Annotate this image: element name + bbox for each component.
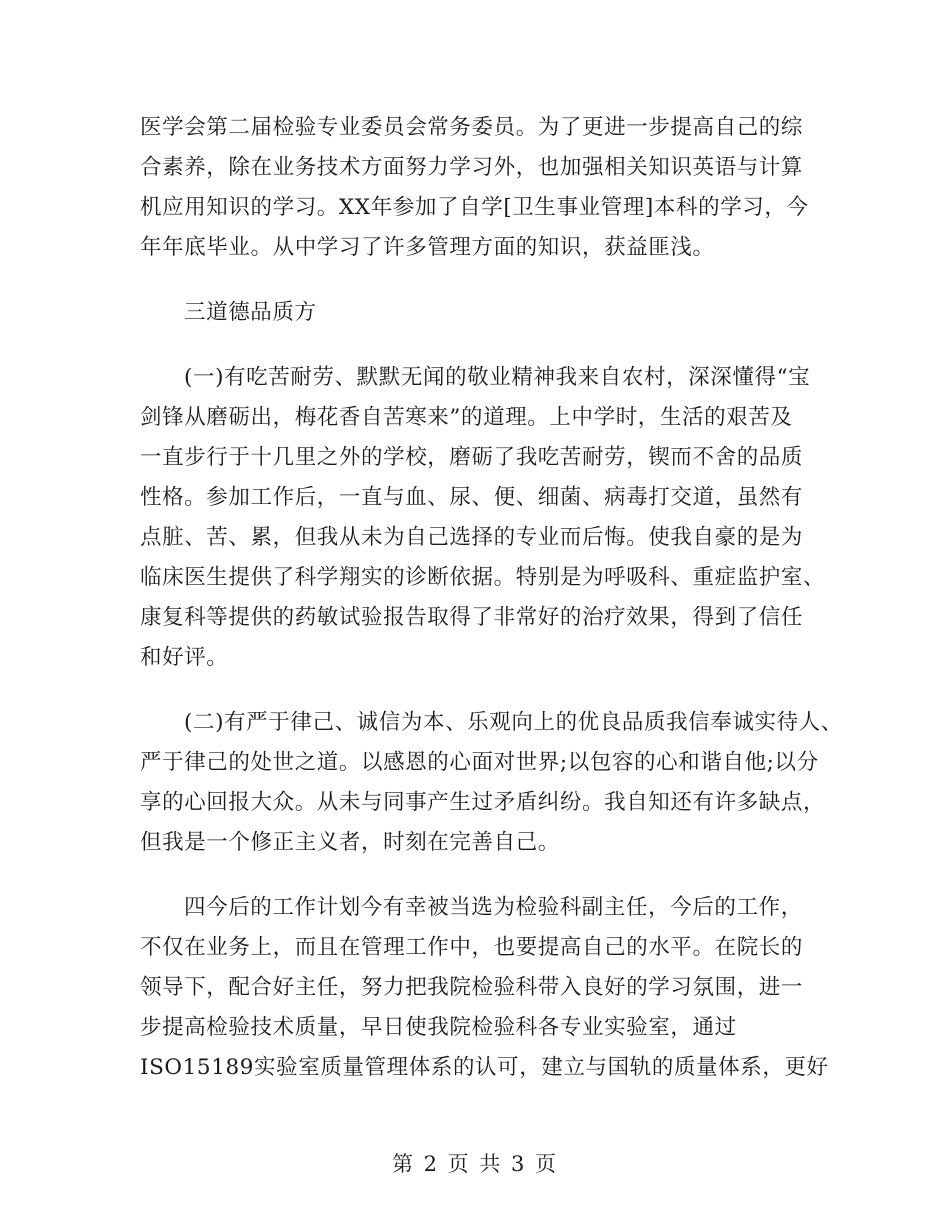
text-line: 性格。参加工作后，一直与血、尿、便、细菌、病毒打交道，虽然有 [140, 485, 804, 510]
text-line: 和好评。 [140, 645, 229, 670]
text-line: 享的心回报大众。从未与同事产生过矛盾纠纷。我自知还有许多缺点， [140, 790, 826, 815]
text-line: 康复科等提供的药敏试验报告取得了非常好的治疗效果，得到了信任 [140, 605, 804, 630]
text-line: (二)有严于律己、诚信为本、乐观向上的优良品质我信奉诚实待人、 [184, 710, 843, 735]
paragraph [140, 358, 826, 678]
text-line: 四今后的工作计划今有幸被当选为检验科副主任，今后的工作， [184, 895, 803, 920]
text-line: 三道德品质方 [184, 300, 317, 325]
document-body [140, 108, 843, 1088]
text-line: 点脏、苦、累，但我从未为自己选择的专业而后悔。使我自豪的是为 [140, 525, 804, 550]
page-number-footer: 第 2 页 共 3 页 [391, 1152, 559, 1176]
text-line: 一直步行于十几里之外的学校，磨砺了我吃苦耐劳，锲而不舍的品质 [140, 445, 804, 470]
text-line: 合素养，除在业务技术方面努力学习外，也加强相关知识英语与计算 [140, 155, 804, 180]
text-line: 步提高检验技术质量，早日使我院检验科各专业实验室，通过 [140, 1015, 737, 1040]
text-line: 临床医生提供了科学翔实的诊断依据。特别是为呼吸科、重症监护室、 [140, 565, 826, 590]
section-heading [140, 293, 804, 333]
text-line: 严于律己的处世之道。以感恩的心面对世界;以包容的心和谐自他;以分 [140, 750, 819, 775]
text-line: (一)有吃苦耐劳、默默无闻的敬业精神我来自农村，深深懂得“宝 [184, 365, 811, 390]
text-line: 剑锋从磨砺出，梅花香自苦寒来”的道理。上中学时，生活的艰苦及 [140, 405, 793, 430]
text-line: 但我是一个修正主义者，时刻在完善自己。 [140, 830, 560, 855]
text-line: 年年底毕业。从中学习了许多管理方面的知识，获益匪浅。 [140, 235, 715, 260]
paragraph [140, 108, 809, 268]
text-line: 医学会第二届检验专业委员会常务委员。为了更进一步提高自己的综 [140, 115, 804, 140]
text-line: 领导下，配合好主任，努力把我院检验科带入良好的学习氛围，进一 [140, 975, 804, 1000]
text-line: 不仅在业务上，而且在管理工作中，也要提高自己的水平。在院长的 [140, 935, 804, 960]
text-line: ISO15189实验室质量管理体系的认可，建立与国轨的质量体系，更好 [140, 1055, 829, 1080]
text-line: 机应用知识的学习。XX年参加了自学[卫生事业管理]本科的学习，今 [140, 195, 809, 220]
paragraph [140, 888, 829, 1088]
paragraph [140, 703, 843, 863]
